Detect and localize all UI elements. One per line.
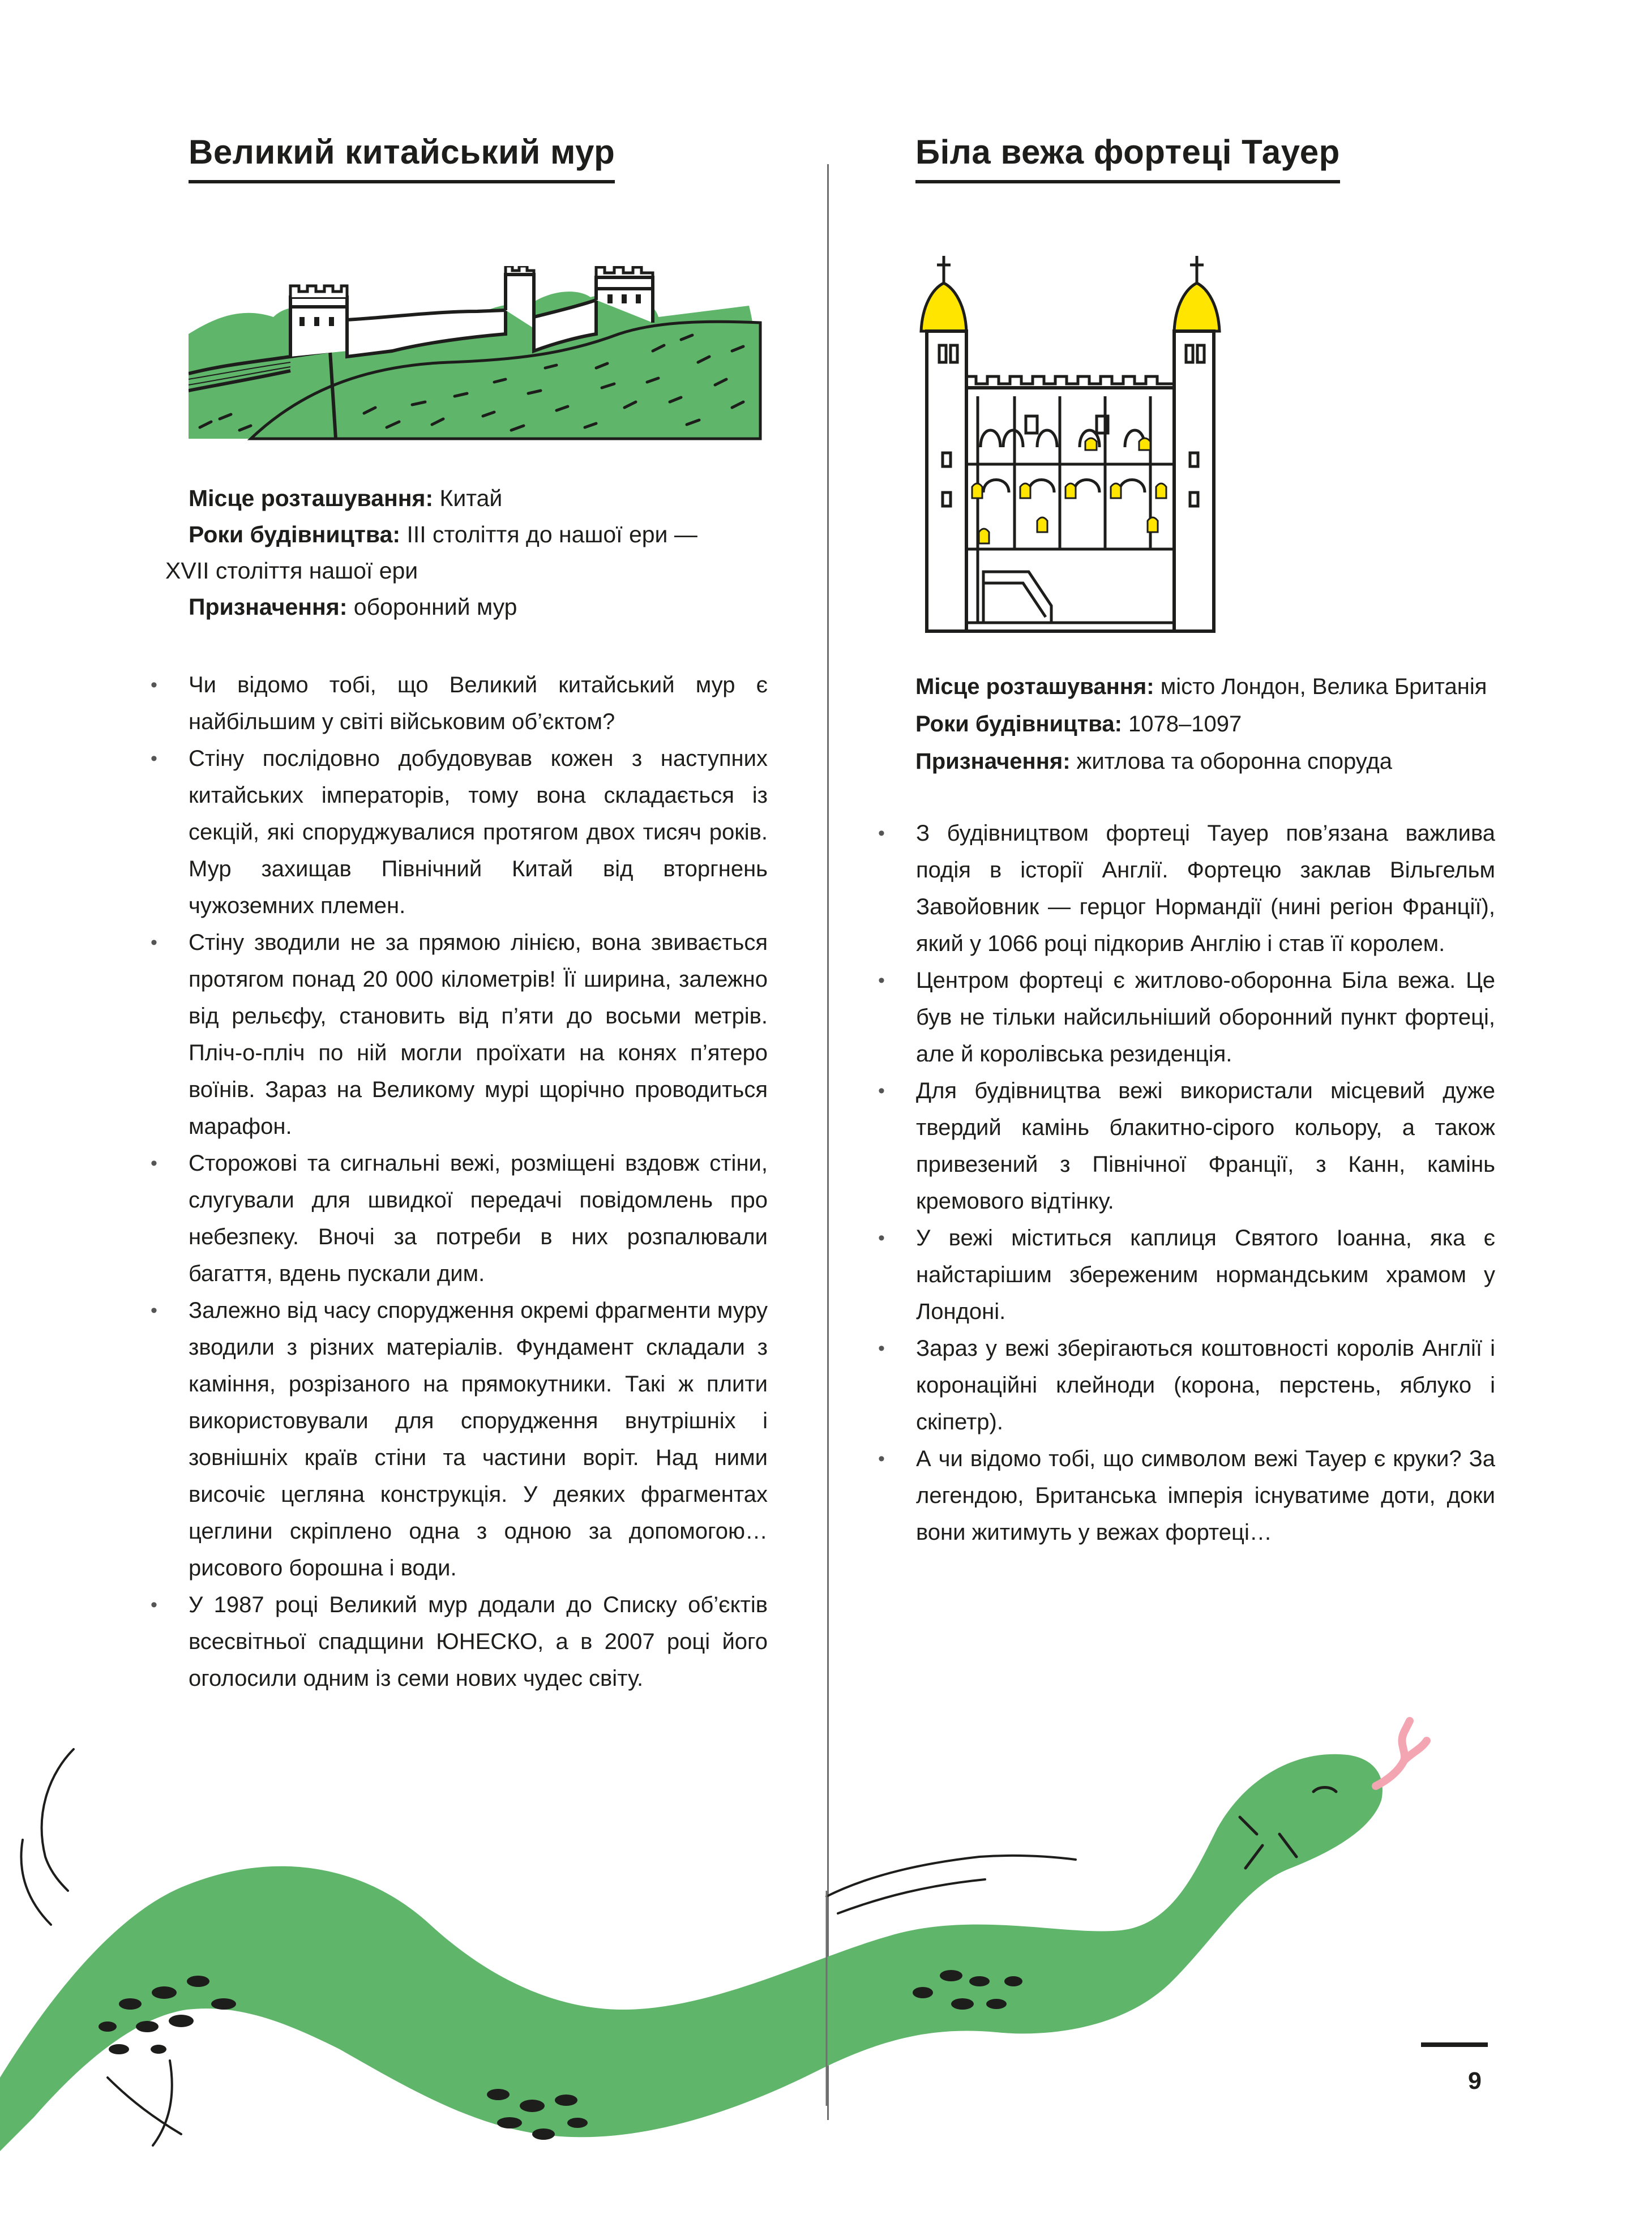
list-item: • Чи відомо тобі, що Великий китайський мур є найбільшим у світі військовим об’єктом? bbox=[166, 667, 768, 740]
list-item: • Сторожові та сигнальні вежі, розміщені вздовж стіни, слугували для швидкої передачі повідомлень про небезпеку. Вночі за потреби в них розпалювали багаття, вдень пускали дим. bbox=[166, 1145, 768, 1292]
list-item: • У вежі міститься каплиця Святого Іоанна, яка є найстарішим збереженим нормандським храмом у Лондоні. bbox=[893, 1220, 1495, 1330]
facts-white-tower bbox=[915, 668, 1510, 780]
snake-illustration bbox=[0, 1687, 1652, 2240]
fact-purpose: Призначення: житлова та оборонна споруда bbox=[915, 749, 1393, 774]
page-number: 9 bbox=[1468, 2067, 1482, 2095]
list-item: • Центром фортеці є житлово-оборонна Біла вежа. Це був не тільки найсильніший оборонний пункт фортеці, але й королівська резиденція. bbox=[893, 962, 1495, 1073]
title-great-wall: Великий китайський мур bbox=[189, 134, 615, 183]
great-wall-illustration bbox=[189, 266, 766, 442]
fact-location: Місце розташування: Китай bbox=[189, 485, 503, 511]
title-white-tower: Біла вежа фортеці Тауер bbox=[915, 134, 1340, 183]
list-item: • Залежно від часу спорудження окремі фрагменти муру зводили з різних матеріалів. Фундамент складали з каміння, розрізаного на прямокутники. Такі ж плити використовували для спорудження внутрішніх і зовнішніх країв стіни та частини воріт. Над ними височіє цегляна конструкція. У деяких фрагментах цеглини скріплено одна з одною за допомогою… рисового борошна і води. bbox=[166, 1292, 768, 1587]
list-item: • Зараз у вежі зберігаються коштовності королів Англії і коронаційні клейноди (корона, перстень, яблуко і скіпетр). bbox=[893, 1330, 1495, 1441]
bullets-great-wall bbox=[166, 667, 768, 1697]
fact-years-cont: XVII століття нашої ери bbox=[165, 558, 418, 584]
white-tower-illustration bbox=[915, 255, 1227, 640]
list-item: • У 1987 році Великий мур додали до Списку об’єктів всесвітньої спадщини ЮНЕСКО, а в 2007 році його оголосили одним із семи нових чудес світу. bbox=[166, 1587, 768, 1697]
list-item: • А чи відомо тобі, що символом вежі Тауер є круки? За легендою, Британська імперія існуватиме доти, доки вони житимуть у вежах фортеці… bbox=[893, 1441, 1495, 1551]
fact-location: Місце розташування: місто Лондон, Велика Британія bbox=[915, 674, 1487, 699]
bullets-white-tower bbox=[893, 815, 1495, 1551]
list-item: • Для будівництва вежі використали місцевий дуже твердий камінь блакитно-сірого кольору, а також привезений з Північної Франції, з Канн, камінь кремового відтінку. bbox=[893, 1073, 1495, 1220]
facts-great-wall bbox=[165, 480, 783, 625]
fact-purpose: Призначення: оборонний мур bbox=[189, 594, 517, 620]
page-number-rule bbox=[1421, 2042, 1488, 2047]
list-item: • Стіну послідовно добудовував кожен з наступних китайських імператорів, тому вона складається із секцій, які споруджувалися протягом двох тисяч років. Мур захищав Північний Китай від вторгнень чужоземних племен. bbox=[166, 740, 768, 924]
fact-years: Роки будівництва: 1078–1097 bbox=[915, 712, 1242, 736]
list-item: • З будівництвом фортеці Тауер пов’язана важлива подія в історії Англії. Фортецю заклав Вільгельм Завойовник — герцог Нормандії (нині регіон Франції), який у 1066 році підкорив Англію і став її королем. bbox=[893, 815, 1495, 962]
list-item: • Стіну зводили не за прямою лінією, вона звивається протягом понад 20 000 кілометрів! Її ширина, залежно від рельєфу, становить від п’яти до восьми метрів. Пліч-о-пліч по ній могли проїхати на конях п’ятеро воїнів. Зараз на Великому мурі щорічно проводиться марафон. bbox=[166, 924, 768, 1145]
fact-years: Роки будівництва: III століття до нашої ери — bbox=[189, 521, 697, 547]
